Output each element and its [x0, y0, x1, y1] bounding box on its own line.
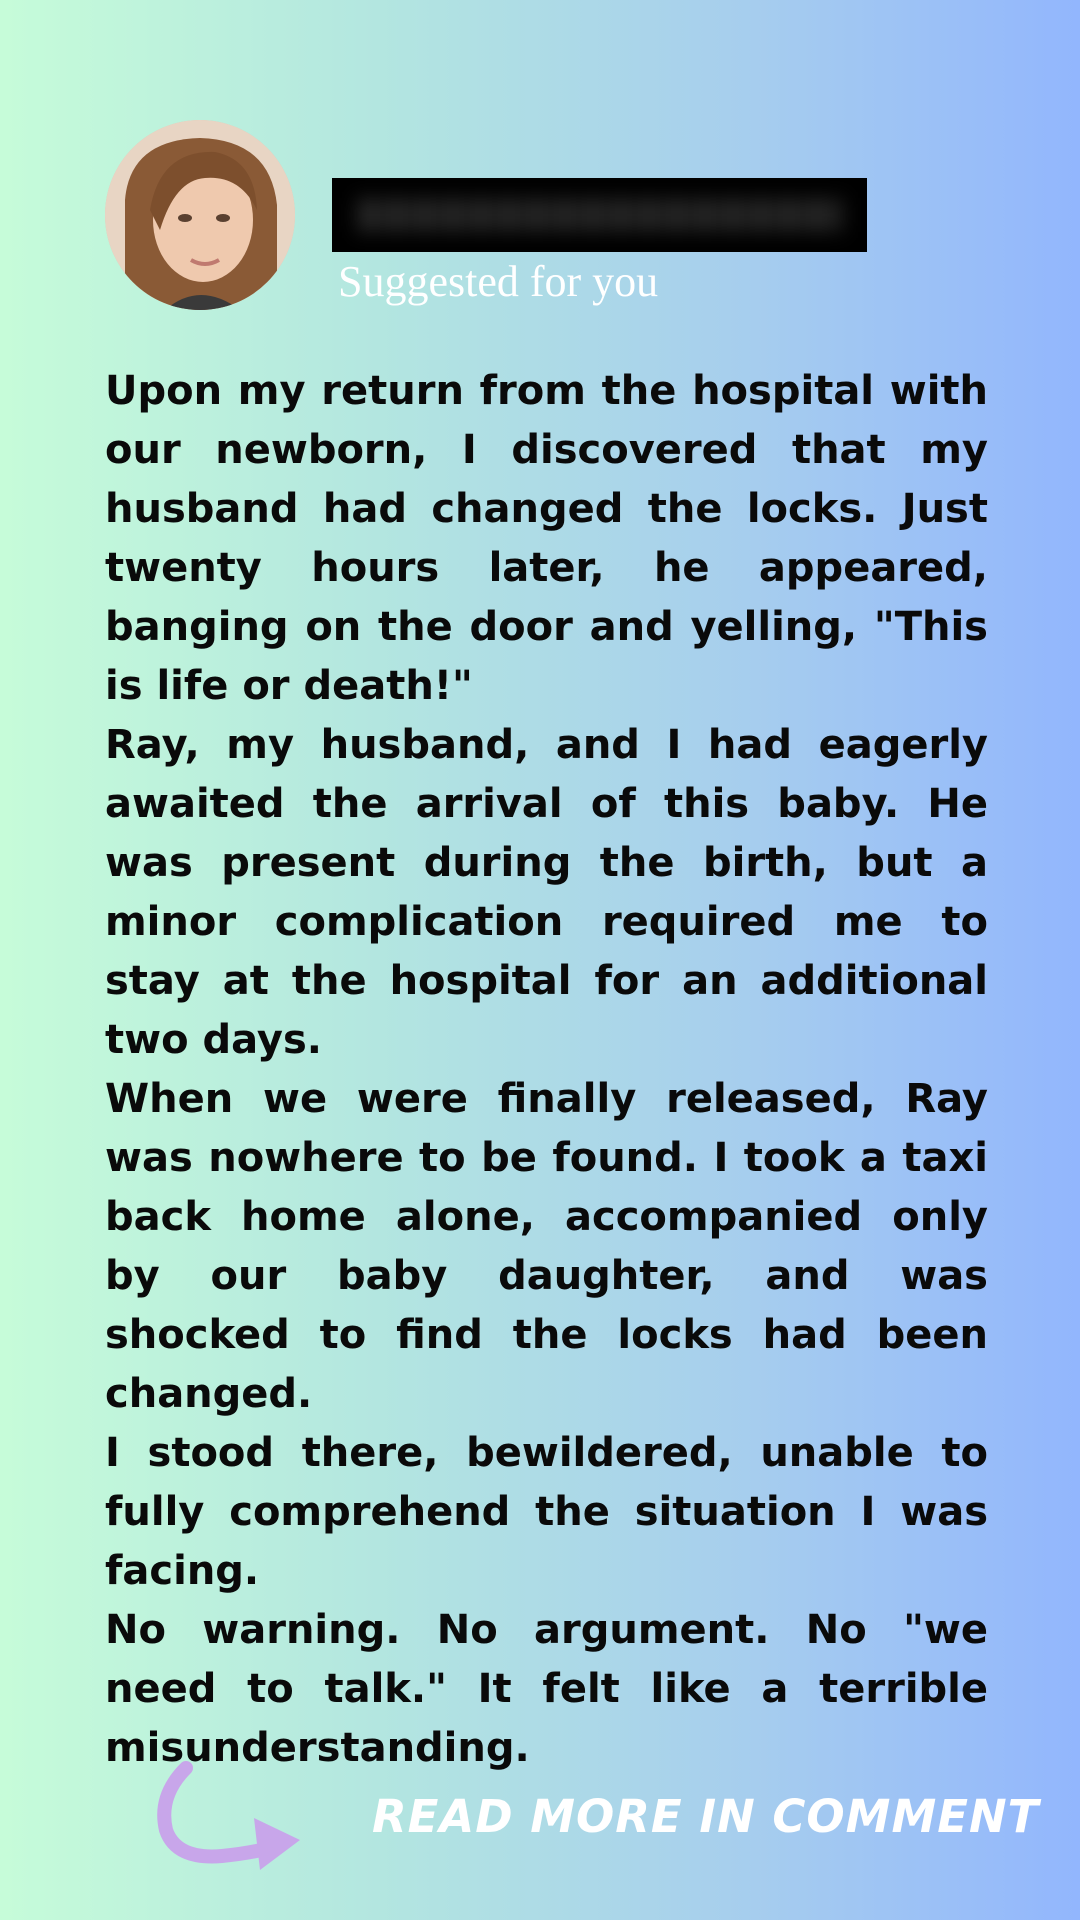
read-more-label[interactable]: READ MORE IN COMMENT	[372, 1790, 1040, 1843]
suggested-label: Suggested for you	[338, 257, 659, 306]
story-paragraph: Upon my return from the hospital with our newborn, I discovered that my husband had changed the locks. Just twenty hours later, he appeared, banging on the door and yelling, "This is life or death!"	[105, 368, 988, 709]
story-paragraph: When we were finally released, Ray was nowhere to be found. I took a taxi back home alone, accompanied only by our baby daughter, and was shocked to find the locks had been changed.	[105, 1076, 988, 1417]
story-paragraph: I stood there, bewildered, unable to fully comprehend the situation I was facing.	[105, 1430, 988, 1594]
curved-arrow-icon	[150, 1752, 310, 1877]
avatar-image	[105, 120, 295, 310]
redacted-name-blur	[356, 198, 843, 232]
avatar[interactable]	[105, 120, 295, 310]
story-body	[105, 362, 988, 1778]
story-paragraph: No warning. No argument. No "we need to talk." It felt like a terrible misunderstanding.	[105, 1607, 988, 1771]
profile-name-redacted[interactable]	[332, 178, 867, 252]
story-paragraph: Ray, my husband, and I had eagerly awaited the arrival of this baby. He was present during the birth, but a minor complication required me to stay at the hospital for an additional two days.	[105, 722, 988, 1063]
